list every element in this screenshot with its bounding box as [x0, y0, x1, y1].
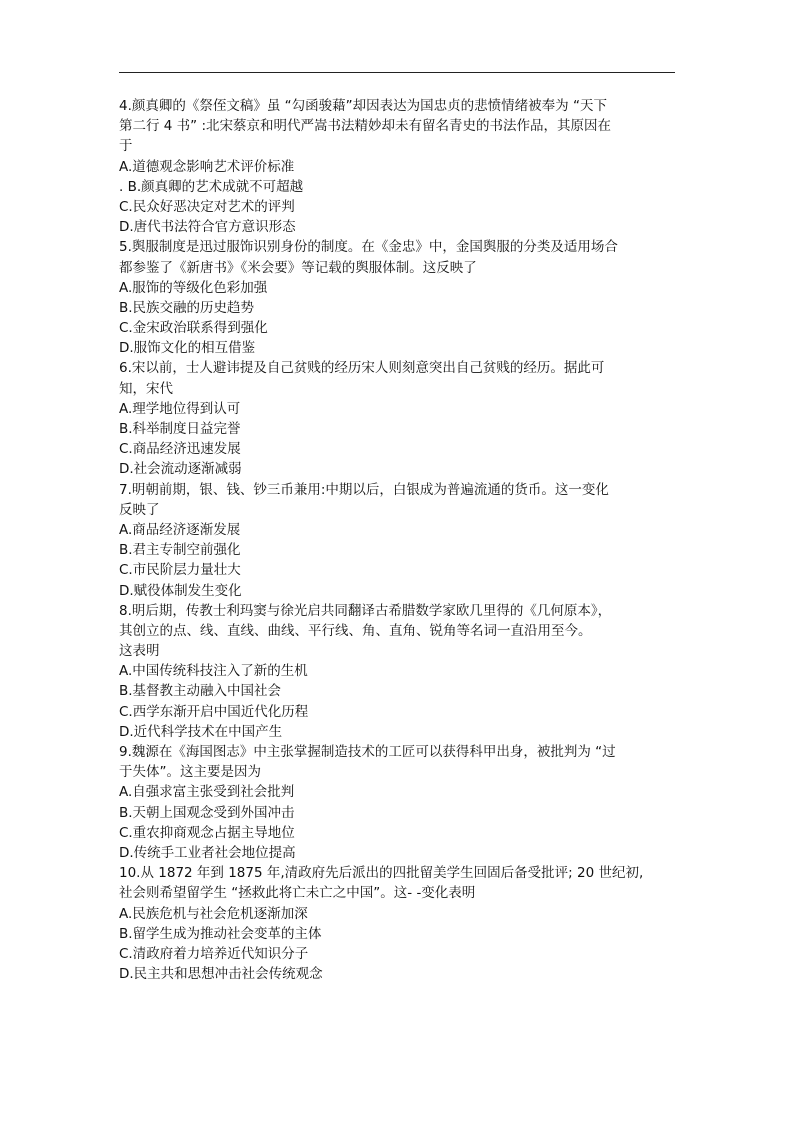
- answer-option: D.赋役体制发生变化: [119, 582, 242, 599]
- answer-option: B.留学生成为推动社会变革的主体: [119, 925, 322, 942]
- question-stem-line: 知，宋代: [119, 380, 173, 397]
- question-stem-line: 都参鉴了《新唐书》《米会要》等记载的舆服体制。这反映了: [119, 259, 477, 276]
- question-stem-line: 4.颜真卿的《祭侄文稿》虽 “勾函骏藉”却因表达为国忠贞的悲愤情绪被奉为 “天下: [119, 98, 607, 114]
- answer-option: D.近代科学技术在中国产生: [119, 723, 283, 740]
- answer-option: A.理学地位得到认可: [119, 400, 241, 417]
- answer-option: A.中国传统科技注入了新的生机: [119, 663, 308, 680]
- question-stem-line: 社会则希望留学生 “拯救此将亡未亡之中国”。这- -变化表明: [119, 885, 476, 902]
- answer-option: C.西学东渐开启中国近代化历程: [119, 703, 309, 720]
- question-stem-line: 第二行 4 书” :北宋蔡京和明代严嵩书法精妙却未有留名青史的书法作品，其原因在: [119, 118, 612, 135]
- answer-option: B.科举制度日益完誉: [119, 421, 241, 437]
- answer-option: A.道德观念影响艺术评价标准: [119, 158, 295, 175]
- answer-option: B.基督教主动融入中国社会: [119, 683, 282, 700]
- question-block: [119, 863, 679, 984]
- question-stem-line: 反映了: [119, 501, 160, 518]
- answer-option: D.唐代书法符合官方意识形态: [119, 219, 296, 236]
- question-stem-line: 这表明: [119, 643, 160, 660]
- answer-option: C.金宋政治联系得到强化: [119, 320, 268, 337]
- question-block: [119, 742, 679, 863]
- question-stem-line: 5.舆服制度是迅过服饰识别身份的制度。在《金忠》中，金国舆服的分类及适用场合: [119, 239, 618, 256]
- question-stem-line: 于失体”。这主要是因为: [119, 764, 261, 781]
- question-block: [119, 601, 679, 742]
- question-block: [119, 480, 679, 601]
- answer-option: B.君主专制空前强化: [119, 542, 241, 559]
- header-rule: [119, 72, 675, 73]
- question-stem-line: 7.明朝前期，银、钱、钞三币兼用:中期以后，白银成为普遍流通的货币。这一变化: [119, 481, 609, 498]
- answer-option: A.商品经济逐渐发展: [119, 521, 241, 538]
- question-stem-line: 其创立的点、线、直线、曲线、平行线、角、直角、锐角等名词一直沿用至今。: [119, 622, 592, 639]
- answer-option: B.民族交融的历史趋势: [119, 299, 255, 316]
- answer-option: B.天朝上国观念受到外国冲击: [119, 804, 295, 821]
- question-block: [119, 358, 679, 479]
- answer-option: C.商品经济迅速发展: [119, 441, 241, 458]
- answer-option: D.传统手工业者社会地位提高: [119, 844, 296, 861]
- answer-option: . B.颜真卿的艺术成就不可超越: [119, 178, 304, 195]
- answer-option: C.市民阶层力量壮大: [119, 562, 241, 579]
- answer-option: D.服饰文化的相互借鉴: [119, 340, 256, 357]
- question-list: [119, 96, 679, 984]
- question-block: [119, 96, 679, 237]
- question-stem-line: 10.从 1872 年到 1875 年,清政府先后派出的四批留美学生回固后备受批评; 20 世纪初,: [119, 865, 644, 882]
- answer-option: D.民主共和思想冲击社会传统观念: [119, 966, 323, 983]
- answer-option: A.民族危机与社会危机逐渐加深: [119, 905, 308, 922]
- question-stem-line: 6.宋以前，士人避讳提及自己贫贱的经历宋人则刻意突出自己贫贱的经历。据此可: [119, 360, 605, 377]
- answer-option: C.民众好恶决定对艺术的评判: [119, 198, 295, 215]
- answer-option: A.自强求富主张受到社会批判: [119, 784, 295, 801]
- question-block: [119, 237, 679, 358]
- question-stem-line: 8.明后期，传教士利玛窦与徐光启共同翻译古希腊数学家欧几里得的《几何原本》，: [119, 602, 612, 619]
- answer-option: C.重农抑商观念占据主导地位: [119, 824, 295, 841]
- question-stem-line: 9.魏源在《海国图志》中主张掌握制造技术的工匠可以获得科甲出身，被批判为 “过: [119, 744, 616, 760]
- answer-option: D.社会流动逐渐减弱: [119, 461, 242, 478]
- answer-option: A.服饰的等级化色彩加强: [119, 279, 268, 296]
- question-stem-line: 于: [119, 138, 133, 155]
- answer-option: C.清政府着力培养近代知识分子: [119, 945, 309, 962]
